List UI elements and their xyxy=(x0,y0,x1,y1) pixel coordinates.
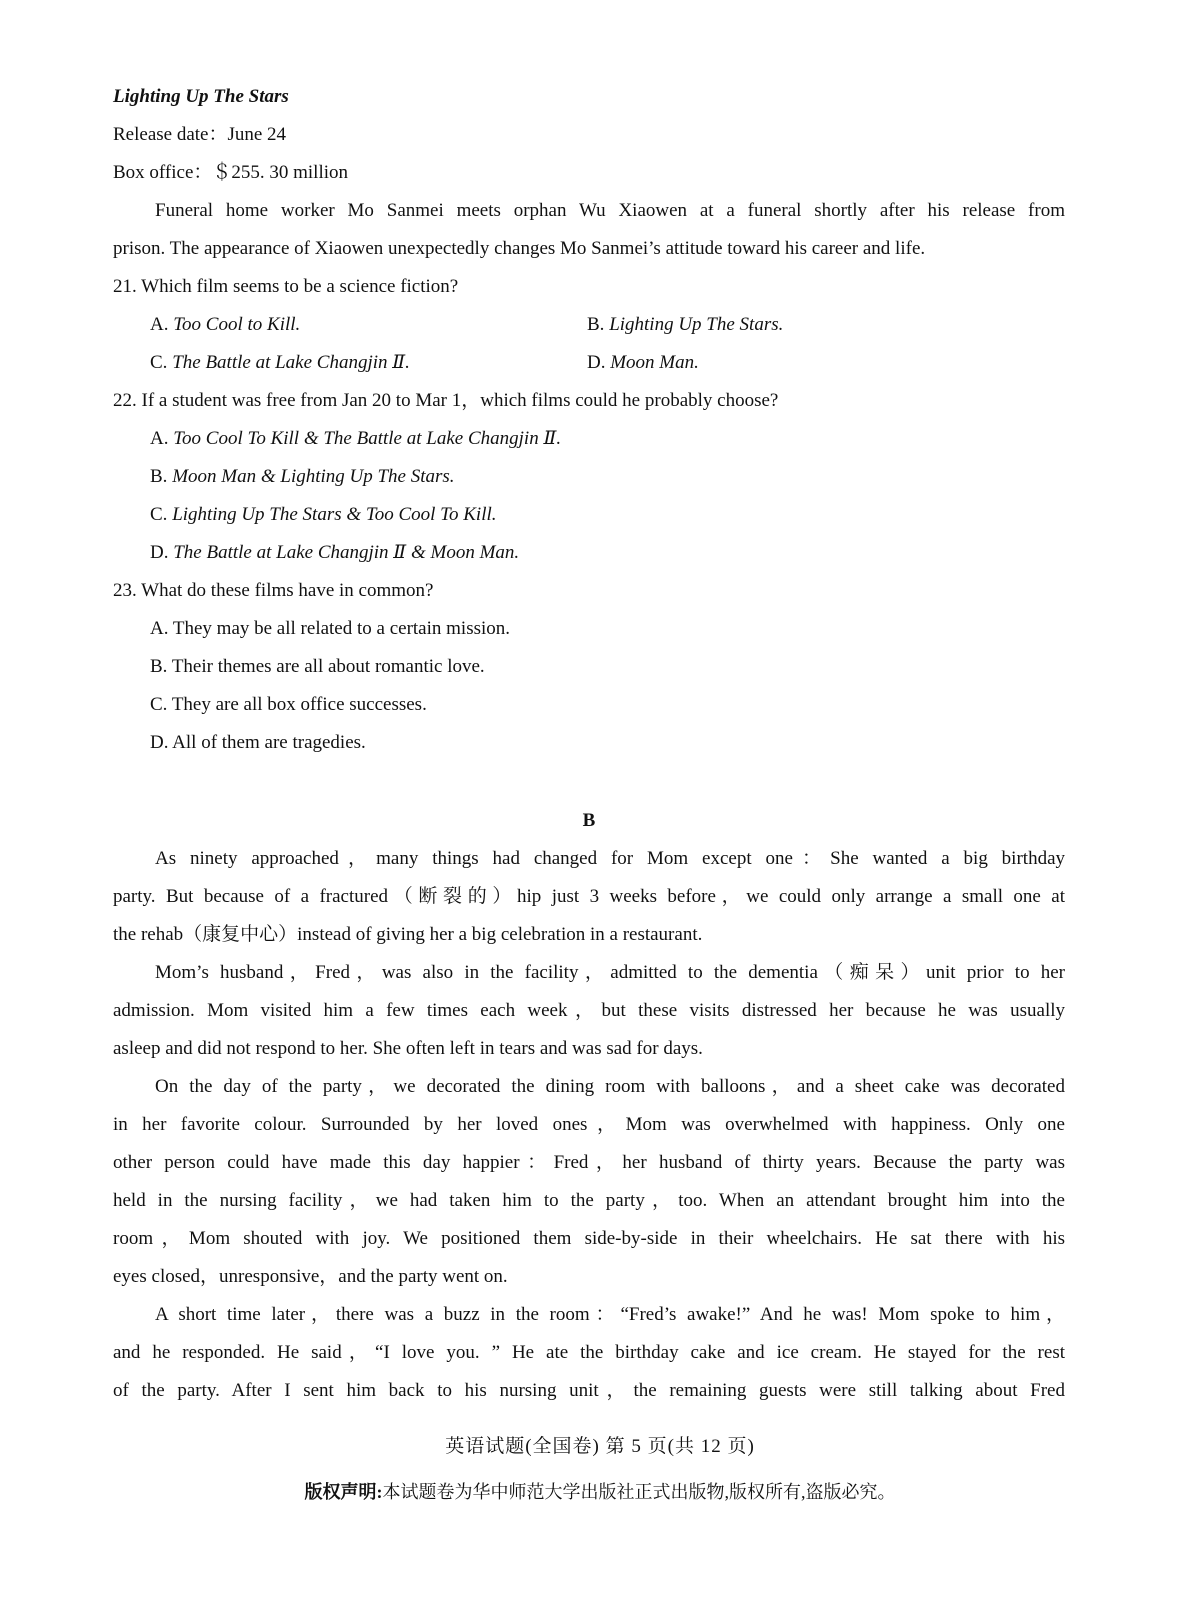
question-21-stem: 21. Which film seems to be a science fiction? xyxy=(113,276,459,297)
copyright-text: 本试题卷为华中师范大学出版社正式出版物,版权所有,盗版必究。 xyxy=(382,1482,896,1502)
exam-page xyxy=(113,78,1065,1410)
paragraph xyxy=(113,1068,1065,1296)
film-title: Lighting Up The Stars xyxy=(113,86,289,107)
paragraph-line: held in the nursing facility，we had taken him to the party，too. When an attendant brought him into the xyxy=(113,1190,1065,1211)
option-a: A. They may be all related to a certain mission. xyxy=(150,618,511,639)
box-office: Box office：＄255. 30 million xyxy=(113,162,349,183)
option-d: D. The Battle at Lake Changjin Ⅱ & Moon Man. xyxy=(150,542,520,563)
question-22-stem: 22. If a student was free from Jan 20 to Mar 1，which films could he probably choose? xyxy=(113,390,779,411)
option-b: B. Moon Man & Lighting Up The Stars. xyxy=(150,466,455,487)
paragraph-line: eyes closed，unresponsive，and the party went on. xyxy=(113,1266,508,1287)
paragraph xyxy=(113,954,1065,1068)
option-b: B. Lighting Up The Stars. xyxy=(587,314,784,335)
film-summary-line: Funeral home worker Mo Sanmei meets orphan Wu Xiaowen at a funeral shortly after his release from xyxy=(155,200,1065,221)
paragraph-line: admission. Mom visited him a few times each week，but these visits distressed her because he was usually xyxy=(113,1000,1065,1021)
paragraph-line: Mom’s husband，Fred，was also in the facility，admitted to the dementia（痴呆）unit prior to her xyxy=(155,962,1065,983)
copyright-label: 版权声明: xyxy=(304,1482,383,1502)
option-d: D. All of them are tragedies. xyxy=(150,732,366,753)
section-heading: B xyxy=(582,810,596,831)
paragraph xyxy=(113,1296,1065,1410)
option-a: A. Too Cool to Kill. xyxy=(150,314,301,335)
paragraph-line: other person could have made this day happier：Fred，her husband of thirty years. Because the party was xyxy=(113,1152,1065,1173)
option-c: C. They are all box office successes. xyxy=(150,694,427,715)
paragraph-line: in her favorite colour. Surrounded by her loved ones，Mom was overwhelmed with happiness. Only one xyxy=(113,1114,1065,1135)
film-summary-line: prison. The appearance of Xiaowen unexpectedly changes Mo Sanmei’s attitude toward his career and life. xyxy=(113,238,926,259)
paragraph-line: and he responded. He said，“I love you. ” He ate the birthday cake and ice cream. He stayed for the rest xyxy=(113,1342,1065,1363)
option-d: D. Moon Man. xyxy=(587,352,699,373)
paragraph-line: On the day of the party，we decorated the dining room with balloons，and a sheet cake was decorated xyxy=(155,1076,1065,1097)
option-c: C. Lighting Up The Stars & Too Cool To Kill. xyxy=(150,504,497,525)
question-23-stem: 23. What do these films have in common? xyxy=(113,580,434,601)
paragraph-line: room，Mom shouted with joy. We positioned them side-by-side in their wheelchairs. He sat there with his xyxy=(113,1228,1065,1249)
release-date: Release date：June 24 xyxy=(113,124,287,145)
paragraph-line: asleep and did not respond to her. She often left in tears and was sad for days. xyxy=(113,1038,703,1059)
paragraph xyxy=(113,840,1065,954)
paragraph-line: A short time later，there was a buzz in the room：“Fred’s awake!” And he was! Mom spoke to him， xyxy=(155,1304,1065,1325)
copyright-notice xyxy=(0,1478,1200,1504)
paragraph-line: party. But because of a fractured（断裂的）hip just 3 weeks before，we could only arrange a small one at xyxy=(113,886,1065,907)
option-b: B. Their themes are all about romantic love. xyxy=(150,656,485,677)
option-c: C. The Battle at Lake Changjin Ⅱ. xyxy=(150,352,410,373)
paragraph-line: of the party. After I sent him back to his nursing unit，the remaining guests were still talking about Fred xyxy=(113,1380,1065,1401)
paragraph-line: As ninety approached，many things had changed for Mom except one：She wanted a big birthday xyxy=(155,848,1065,869)
question-21-options-row xyxy=(113,306,1065,344)
question-21-options-row xyxy=(113,344,1065,382)
option-a: A. Too Cool To Kill & The Battle at Lake Changjin Ⅱ. xyxy=(150,428,562,449)
paragraph-line: the rehab（康复中心）instead of giving her a big celebration in a restaurant. xyxy=(113,924,703,945)
page-footer: 英语试题(全国卷) 第 5 页(共 12 页) xyxy=(445,1436,755,1457)
